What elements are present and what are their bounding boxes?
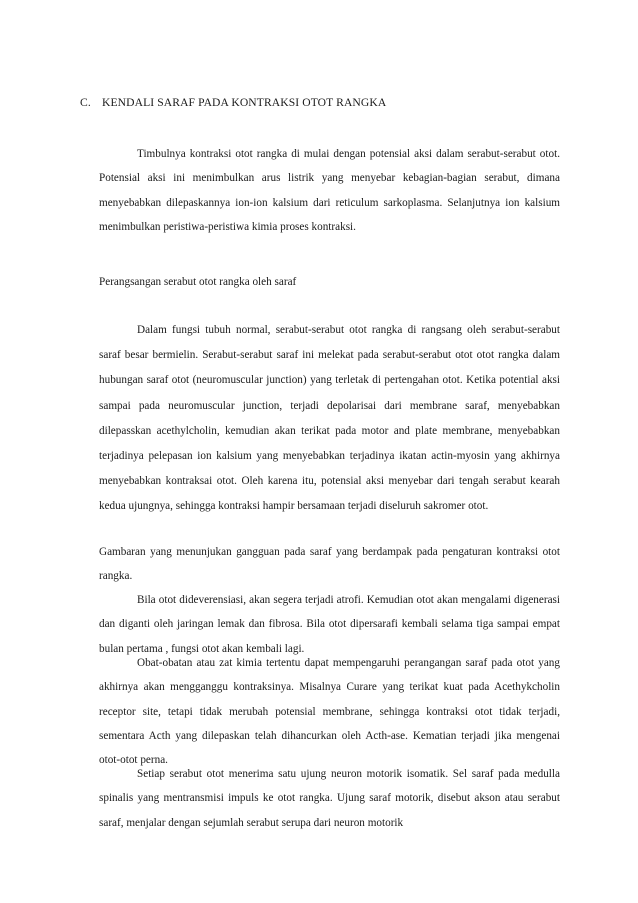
paragraph-motor-neuron: Setiap serabut otot menerima satu ujung neuron motorik isomatik. Sel saraf pada medulla spinalis yang mentransmisi impuls ke otot rangka. Ujung saraf motorik, disebut akson atau serabut saraf, menjalar dengan sejumlah serabut serupa dari neuron motorik — [99, 768, 560, 829]
paragraph-stimulation: Dalam fungsi tubuh normal, serabut-serabut otot rangka di rangsang oleh serabut-serabut saraf besar bermielin. Serabut-serabut saraf ini melekat pada serabut-serabut otot otot rangka dalam hubungan saraf otot (neuromuscular junction) yang terletak di pertengahan otot. Ketika potential aksi sampai pada neuromuscular junction, terjadi depolarisai dari membrane saraf, menyebabkan dilepasskan acethylcholin, kemudian akan terikat pada motor and plate membrane, menyebabkan terjadinya pelepasan ion kalsium yang menyebabkan terjadinya ikatan actin-myosin yang akhirnya menyebabkan kontraksai otot. Oleh karena itu, potensial aksi menyebar dari tengah serabut kearah kedua ujungnya, sehingga kontraksi hampir bersamaan terjadi diseluruh sakromer otot. — [99, 324, 560, 513]
section-title: KENDALI SARAF PADA KONTRAKSI OTOT RANGKA — [102, 96, 387, 109]
paragraph-denervation: Bila otot dideverensiasi, akan segera terjadi atrofi. Kemudian otot akan mengalami digenerasi dan diganti oleh jaringan lemak dan fibrosa. Bila otot dipersarafi kembali selama tiga sampai empat bulan pertama , fungsi otot akan kembali lagi. — [99, 594, 560, 655]
paragraph-drugs: Obat-obatan atau zat kimia tertentu dapat mempengaruhi perangangan saraf pada otot yang akhirnya akan mengganggu kontraksinya. Misalnya Curare yang terikat kuat pada Acethykcholin receptor site, tetapi tidak merubah potensial membrane, sehingga kontraksi otot tidak terjadi, sementara Acth yang dilepaskan telah dihancurkan oleh Acth-ase. Kematian terjadi jika mengenai otot-otot perna. — [99, 657, 560, 767]
section-letter: C. — [80, 96, 91, 109]
paragraph-disorder-intro: Gambaran yang menunjukan gangguan pada saraf yang berdampak pada pengaturan kontraksi otot rangka. — [99, 546, 560, 583]
section-heading — [80, 96, 560, 109]
subheading: Perangsangan serabut otot rangka oleh saraf — [99, 276, 297, 288]
paragraph-intro: Timbulnya kontraksi otot rangka di mulai dengan potensial aksi dalam serabut-serabut otot. Potensial aksi ini menimbulkan arus listrik yang menyebar kebagian-bagian serabut, dimana menyebabkan dilepaskannya ion-ion kalsium dari reticulum sarkoplasma. Selanjutnya ion kalsium menimbulkan peristiwa-peristiwa kimia proses kontraksi. — [99, 148, 560, 233]
